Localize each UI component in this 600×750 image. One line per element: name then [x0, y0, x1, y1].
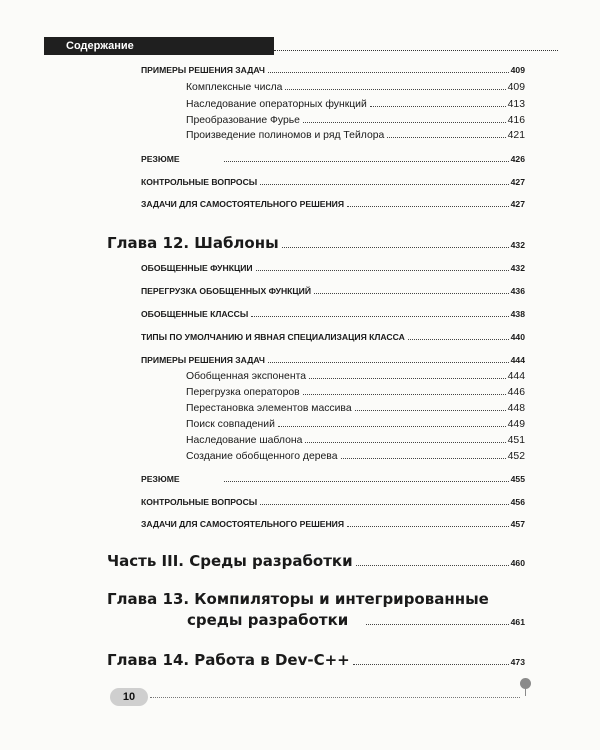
- leader-dots: [278, 417, 506, 427]
- chapter-title: Глава 14. Работа в Dev-C++: [107, 650, 350, 669]
- leader-dots: [260, 496, 508, 505]
- leader-dots: [356, 551, 509, 566]
- part-title: Часть III. Среды разработки: [107, 551, 353, 570]
- toc-entry[interactable]: [141, 285, 525, 296]
- leader-dots: [309, 369, 506, 379]
- chapter-entry-line1[interactable]: [107, 590, 525, 608]
- leader-dots: [370, 97, 506, 107]
- leader-dots: [256, 262, 509, 271]
- toc-entry-page: 413: [507, 99, 525, 111]
- leader-dots: [285, 80, 505, 90]
- toc-entry-page: 409: [507, 82, 525, 94]
- leader-dots: [303, 385, 506, 395]
- toc-entry-page: 444: [510, 354, 525, 365]
- toc-entry[interactable]: [141, 176, 525, 187]
- toc-entry-page: 427: [510, 198, 525, 209]
- leader-dots: [224, 473, 509, 482]
- leader-dots: [251, 308, 508, 317]
- toc-entry[interactable]: [141, 331, 525, 342]
- toc-entry-page: 444: [507, 371, 525, 383]
- leader-dots: [341, 449, 506, 459]
- running-header: [44, 37, 274, 55]
- toc-entry[interactable]: [186, 449, 525, 462]
- toc-entry-title: ПЕРЕГРУЗКА ОБОБЩЕННЫХ ФУНКЦИЙ: [141, 285, 312, 296]
- toc-entry[interactable]: [186, 433, 525, 446]
- leader-dots: [347, 518, 509, 527]
- leader-dots: [282, 233, 509, 248]
- toc-entry-title: ЗАДАЧИ ДЛЯ САМОСТОЯТЕЛЬНОГО РЕШЕНИЯ: [141, 198, 345, 209]
- toc-entry[interactable]: [141, 496, 525, 507]
- toc-entry-page: 449: [507, 419, 525, 431]
- leader-dots: [355, 401, 506, 411]
- toc-entry[interactable]: [186, 417, 525, 430]
- header-divider: [274, 50, 558, 51]
- toc-entry-page: 421: [507, 130, 525, 142]
- toc-entry-title: Создание обобщенного дерева: [186, 451, 338, 463]
- leader-dots: [387, 128, 505, 138]
- leader-dots: [408, 331, 509, 340]
- toc-entry-title: Наследование операторных функций: [186, 99, 367, 111]
- toc-entry-page: 416: [507, 115, 525, 127]
- toc-entry[interactable]: [141, 473, 525, 484]
- toc-entry-page: 436: [510, 285, 525, 296]
- chapter-title: Глава 13. Компиляторы и интегрированные: [107, 590, 489, 608]
- toc-entry[interactable]: [186, 369, 525, 382]
- chapter-entry[interactable]: [107, 650, 525, 669]
- toc-entry-page: 446: [507, 387, 525, 399]
- footer-ornament-icon: [520, 678, 531, 689]
- chapter-page: 473: [510, 656, 525, 667]
- toc-entry-title: ОБОБЩЕННЫЕ КЛАССЫ: [141, 308, 249, 319]
- toc-entry-title: Комплексные числа: [186, 82, 283, 94]
- toc-entry-page: 409: [510, 64, 525, 75]
- leader-dots: [260, 176, 508, 185]
- chapter-title: Глава 12. Шаблоны: [107, 233, 279, 252]
- leader-dots: [314, 285, 509, 294]
- chapter-title-cont: среды разработки: [187, 610, 349, 629]
- toc-entry[interactable]: [141, 262, 525, 273]
- toc-entry-title: РЕЗЮМЕ: [141, 153, 180, 164]
- toc-entry-title: Наследование шаблона: [186, 435, 303, 447]
- toc-entry-title: Преобразование Фурье: [186, 115, 300, 127]
- toc-entry-page: 438: [510, 308, 525, 319]
- toc-entry-page: 451: [507, 435, 525, 447]
- leader-dots: [353, 650, 509, 665]
- toc-entry[interactable]: [186, 128, 525, 141]
- toc-entry[interactable]: [141, 64, 525, 75]
- toc-entry[interactable]: [186, 385, 525, 398]
- toc-entry-page: 440: [510, 331, 525, 342]
- toc-entry-title: ТИПЫ ПО УМОЛЧАНИЮ И ЯВНАЯ СПЕЦИАЛИЗАЦИЯ КЛАССА: [141, 331, 405, 342]
- toc-entry-title: Перегрузка операторов: [186, 387, 300, 399]
- leader-dots: [224, 153, 509, 162]
- toc-entry-page: 432: [510, 262, 525, 273]
- toc-entry[interactable]: [141, 198, 525, 209]
- toc-entry-title: ЗАДАЧИ ДЛЯ САМОСТОЯТЕЛЬНОГО РЕШЕНИЯ: [141, 518, 345, 529]
- toc-entry[interactable]: [141, 354, 525, 365]
- chapter-entry-line2[interactable]: [187, 610, 525, 629]
- toc-entry-page: 448: [507, 403, 525, 415]
- toc-entry-title: Перестановка элементов массива: [186, 403, 352, 415]
- toc-entry-title: КОНТРОЛЬНЫЕ ВОПРОСЫ: [141, 496, 258, 507]
- toc-entry-page: 456: [510, 496, 525, 507]
- leader-dots: [347, 198, 509, 207]
- leader-dots: [303, 113, 506, 123]
- toc-entry-title: Обобщенная экспонента: [186, 371, 306, 383]
- toc-entry-title: ПРИМЕРЫ РЕШЕНИЯ ЗАДАЧ: [141, 64, 265, 75]
- toc-entry-page: 455: [510, 473, 525, 484]
- toc-entry-title: Поиск совпадений: [186, 419, 275, 431]
- toc-entry-title: ОБОБЩЕННЫЕ ФУНКЦИИ: [141, 262, 253, 273]
- toc-entry[interactable]: [141, 153, 525, 164]
- toc-entry-title: Произведение полиномов и ряд Тейлора: [186, 130, 385, 142]
- toc-entry-page: 427: [510, 176, 525, 187]
- toc-entry[interactable]: [186, 97, 525, 110]
- toc-entry[interactable]: [141, 518, 525, 529]
- toc-entry-title: КОНТРОЛЬНЫЕ ВОПРОСЫ: [141, 176, 258, 187]
- toc-entry[interactable]: [141, 308, 525, 319]
- running-header-title: Содержание: [66, 40, 134, 52]
- chapter-entry[interactable]: [107, 233, 525, 252]
- toc-entry-title: ПРИМЕРЫ РЕШЕНИЯ ЗАДАЧ: [141, 354, 265, 365]
- part-entry[interactable]: [107, 551, 525, 570]
- part-page: 460: [510, 557, 525, 568]
- toc-entry-page: 457: [510, 518, 525, 529]
- toc-entry[interactable]: [186, 401, 525, 414]
- leader-dots: [366, 610, 508, 625]
- footer-divider: [150, 697, 520, 698]
- chapter-page: 432: [510, 239, 525, 250]
- toc-entry-page: 452: [507, 451, 525, 463]
- toc-entry[interactable]: [186, 113, 525, 126]
- chapter-page: 461: [510, 616, 525, 627]
- page-number: [110, 688, 148, 706]
- leader-dots: [268, 354, 509, 363]
- toc-entry-page: 426: [510, 153, 525, 164]
- leader-dots: [268, 64, 509, 73]
- toc-entry[interactable]: [186, 80, 525, 93]
- toc-entry-title: РЕЗЮМЕ: [141, 473, 180, 484]
- leader-dots: [305, 433, 505, 443]
- page-number-text: 10: [122, 691, 136, 703]
